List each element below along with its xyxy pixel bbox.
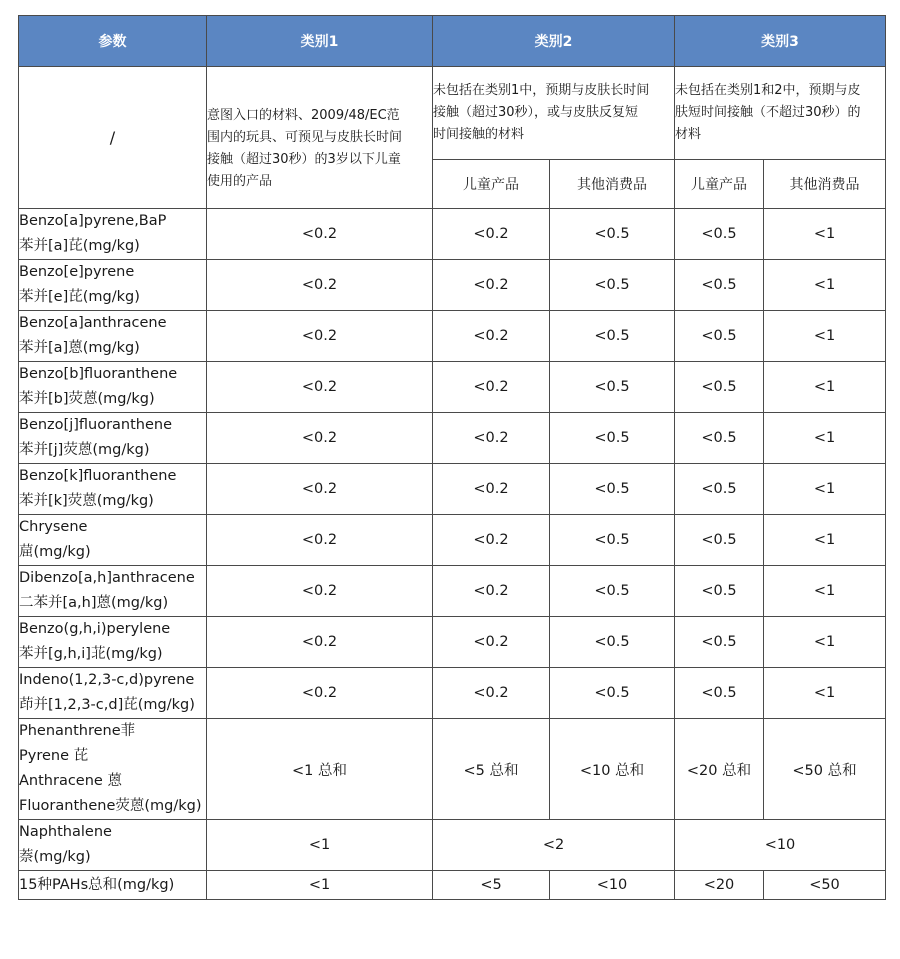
limit-cat2: <2 [433,820,675,871]
limit-cat2-children: <0.2 [433,260,550,311]
limit-cat1: <0.2 [207,668,433,719]
substance-name [19,617,207,668]
limit-cat3-other: <1 [764,617,886,668]
table-row [19,617,886,668]
limit-cat3-children: <0.5 [675,362,764,413]
limit-cat3-children: <0.5 [675,668,764,719]
limit-cat2-children: <0.2 [433,566,550,617]
substance-name-zh: 苯并[j]荧蒽(mg/kg) [19,442,150,458]
substance-group-name [19,719,207,820]
limit-cat1: <0.2 [207,209,433,260]
limit-cat2-children: <0.2 [433,413,550,464]
total-name: 15种PAHs总和(mg/kg) [19,871,207,900]
header-category-1: 类别1 [207,16,433,67]
limit-cat3-children: <0.5 [675,515,764,566]
limit-cat1: <0.2 [207,464,433,515]
substance-name-zh: 苯并[a]芘(mg/kg) [19,238,140,254]
substance-name [19,311,207,362]
substance-name-line: Fluoranthene荧蒽(mg/kg) [19,798,202,814]
substance-name-en: Benzo[j]fluoranthene [19,417,173,433]
substance-name-zh: 䓛(mg/kg) [19,544,91,560]
limit-cat3-other: <1 [764,566,886,617]
substance-name-zh: 萘(mg/kg) [19,849,91,865]
substance-name-zh: 苯并[g,h,i]苝(mg/kg) [19,646,163,662]
limit-cat2-children: <0.2 [433,617,550,668]
table-row [19,362,886,413]
limit-cat3-other: <50 [764,871,886,900]
limit-cat1: <1 [207,820,433,871]
limit-cat1: <0.2 [207,617,433,668]
category-2-description [433,67,675,160]
limit-cat3-children: <0.5 [675,413,764,464]
limit-cat3-other: <1 [764,362,886,413]
limit-cat2-children: <0.2 [433,311,550,362]
table-row [19,566,886,617]
substance-name [19,566,207,617]
table-row [19,515,886,566]
cat2-children-products: 儿童产品 [433,160,550,209]
substance-name-en: Indeno(1,2,3-c,d)pyrene [19,672,195,688]
limit-cat3-other: <1 [764,311,886,362]
header-category-2: 类别2 [433,16,675,67]
substance-name [19,362,207,413]
limit-cat3-other: <1 [764,260,886,311]
desc-line: 接触（超过30秒）的3岁以下儿童 [207,151,401,167]
limit-cat3-other: <1 [764,668,886,719]
limit-cat1: <0.2 [207,413,433,464]
limit-cat3-other: <1 [764,515,886,566]
category-1-description [207,67,433,209]
desc-line: 未包括在类别1和2中，预期与皮 [675,83,861,98]
limit-cat3-children: <0.5 [675,617,764,668]
substance-name [19,820,207,871]
limit-cat3-children: <20 总和 [675,719,764,820]
limit-cat1: <0.2 [207,515,433,566]
cat2-other-consumer-products: 其他消费品 [550,160,675,209]
limit-cat2-other: <0.5 [550,464,675,515]
limit-cat3-other: <1 [764,464,886,515]
limit-cat2-other: <0.5 [550,209,675,260]
substance-name-zh: 苯并[e]芘(mg/kg) [19,289,140,305]
substance-name [19,413,207,464]
desc-line: 接触（超过30秒），或与皮肤反复短 [433,105,639,120]
limit-cat2-other: <0.5 [550,617,675,668]
substance-name-zh: 二苯并[a,h]蒽(mg/kg) [19,595,169,611]
limit-cat3-children: <20 [675,871,764,900]
limit-cat2-other: <10 总和 [550,719,675,820]
naphthalene-row [19,820,886,871]
substance-name-line: Anthracene 蒽 [19,773,122,789]
desc-line: 肤短时间接触（不超过30秒）的 [675,105,861,120]
limit-cat2-other: <0.5 [550,566,675,617]
limit-cat2-children: <0.2 [433,464,550,515]
substance-name-zh: 苯并[a]蒽(mg/kg) [19,340,140,356]
limit-cat3: <10 [675,820,886,871]
substance-name-zh: 茚并[1,2,3-c,d]芘(mg/kg) [19,697,195,713]
limit-cat1: <1 总和 [207,719,433,820]
limit-cat1: <0.2 [207,566,433,617]
limit-cat2-other: <10 [550,871,675,900]
limit-cat3-children: <0.5 [675,209,764,260]
table-row [19,311,886,362]
limit-cat1: <0.2 [207,260,433,311]
substance-name [19,515,207,566]
limit-cat2-children: <0.2 [433,362,550,413]
desc-line: 意图入口的材料、2009/48/EC范 [207,107,400,123]
substance-name [19,464,207,515]
substance-name-line: Pyrene 芘 [19,748,89,764]
desc-line: 围内的玩具、可预见与皮肤长时间 [207,129,403,145]
desc-line: 材料 [675,127,702,142]
limit-cat2-other: <0.5 [550,515,675,566]
limit-cat1: <0.2 [207,362,433,413]
table-row [19,413,886,464]
substance-name-en: Dibenzo[a,h]anthracene [19,570,195,586]
table-row [19,464,886,515]
substance-name-line: Phenanthrene菲 [19,723,136,739]
limit-cat2-children: <0.2 [433,668,550,719]
substance-name [19,260,207,311]
desc-line: 未包括在类别1中，预期与皮肤长时间 [433,83,650,98]
limit-cat2-other: <0.5 [550,413,675,464]
table-row [19,209,886,260]
substance-name-en: Benzo[a]anthracene [19,315,167,331]
substance-name-zh: 苯并[b]荧蒽(mg/kg) [19,391,155,407]
limit-cat1: <0.2 [207,311,433,362]
substance-name-en: Benzo[a]pyrene,BaP [19,213,167,229]
table-row [19,668,886,719]
substance-name-en: Benzo[e]pyrene [19,264,135,280]
limit-cat3-children: <0.5 [675,464,764,515]
table-row [19,260,886,311]
header-category-3: 类别3 [675,16,886,67]
limit-cat3-children: <0.5 [675,566,764,617]
limit-cat1: <1 [207,871,433,900]
cat3-children-products: 儿童产品 [675,160,764,209]
substance-name-en: Benzo[k]fluoranthene [19,468,177,484]
substance-name [19,668,207,719]
header-row [19,16,886,67]
substance-name-en: Chrysene [19,519,88,535]
limit-cat2-children: <0.2 [433,209,550,260]
limit-cat2-children: <0.2 [433,515,550,566]
description-row [19,67,886,160]
cat3-other-consumer-products: 其他消费品 [764,160,886,209]
substance-name-en: Naphthalene [19,824,112,840]
pah-limits-table [18,15,886,900]
sum-group-row [19,719,886,820]
limit-cat3-other: <50 总和 [764,719,886,820]
limit-cat2-other: <0.5 [550,311,675,362]
limit-cat2-children: <5 [433,871,550,900]
desc-line: 时间接触的材料 [433,127,525,142]
limit-cat3-children: <0.5 [675,260,764,311]
substance-name-en: Benzo(g,h,i)perylene [19,621,171,637]
substance-name-zh: 苯并[k]荧蒽(mg/kg) [19,493,154,509]
total-row [19,871,886,900]
limit-cat3-other: <1 [764,413,886,464]
limit-cat2-other: <0.5 [550,668,675,719]
limit-cat3-children: <0.5 [675,311,764,362]
limit-cat3-other: <1 [764,209,886,260]
category-3-description [675,67,886,160]
limit-cat2-children: <5 总和 [433,719,550,820]
header-param: 参数 [19,16,207,67]
limit-cat2-other: <0.5 [550,260,675,311]
limit-cat2-other: <0.5 [550,362,675,413]
param-slash: / [19,67,207,209]
substance-name [19,209,207,260]
substance-name-en: Benzo[b]fluoranthene [19,366,178,382]
desc-line: 使用的产品 [207,173,273,189]
